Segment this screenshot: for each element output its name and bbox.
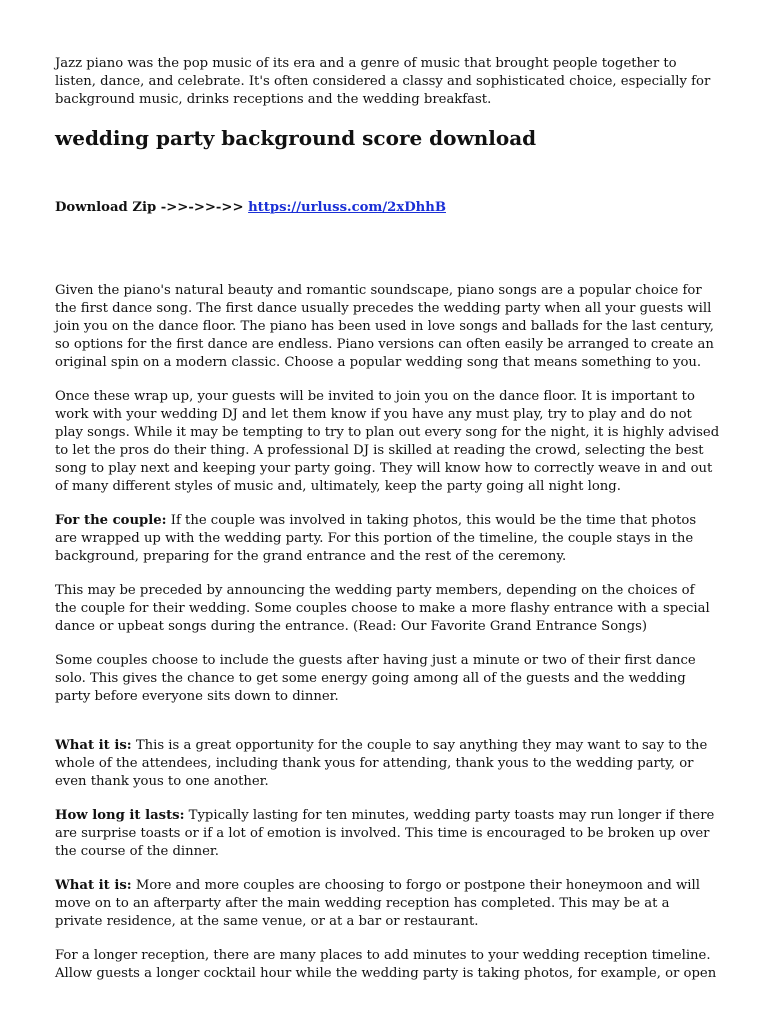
page-title: wedding party background score download [55,126,537,150]
paragraph-text: More and more couples are choosing to forgo or postpone their honeymoon and will move on to an afterparty after the main wedding reception has completed. This may be at a private residence, at the same venue, or at a bar or restaurant. [55,878,700,929]
paragraph-2 [55,388,720,496]
paragraph-6 [55,737,720,791]
paragraph-5 [55,652,720,706]
article-body [55,282,720,983]
paragraph-text: If the couple was involved in taking photos, this would be the time that photos are wrapped up with the wedding party. For this portion of the timeline, the couple stays in the background, preparing for the grand entrance and the rest of the ceremony. [55,513,697,564]
paragraph-text: Typically lasting for ten minutes, wedding party toasts may run longer if there are surprise toasts or if a lot of emotion is involved. This time is encouraged to be broken up over the course of the dinner. [55,808,715,859]
paragraph-7 [55,807,720,861]
document-page [55,55,720,981]
paragraph-9 [55,947,720,983]
download-line [55,199,446,217]
intro-paragraph: Jazz piano was the pop music of its era and a genre of music that brought people together to listen, dance, and celebrate. It's often considered a classy and sophisticated choice, especially for background music, drinks receptions and the wedding breakfast. [55,56,711,107]
paragraph-3 [55,512,720,566]
paragraph-4 [55,582,720,636]
paragraph-lead: How long it lasts: [55,808,185,823]
paragraph-8 [55,877,720,931]
paragraph-text: Some couples choose to include the guests after having just a minute or two of their first dance solo. This gives the chance to get some energy going among all of the guests and the wedding party before everyone sits down to dinner. [55,653,696,704]
paragraph-text: Once these wrap up, your guests will be invited to join you on the dance floor. It is important to work with your wedding DJ and let them know if you have any must play, try to play and do not play songs. While it may be tempting to try to plan out every song for the night, it is highly advised to let the pros do their thing. A professional DJ is skilled at reading the crowd, selecting the best song to play next and keeping your party going. They will know how to correctly weave in and out of many different styles of music and, ultimately, keep the party going all night long. [55,389,720,494]
paragraph-lead: What it is: [55,738,132,753]
paragraph-lead: What it is: [55,878,132,893]
paragraph-text: For a longer reception, there are many places to add minutes to your wedding reception timeline. Allow guests a longer cocktail hour while the wedding party is taking photos, for example, or open [55,948,717,981]
paragraph-lead: For the couple: [55,513,167,528]
paragraph-text: This may be preceded by announcing the wedding party members, depending on the choices of the couple for their wedding. Some couples choose to make a more flashy entrance with a special dance or upbeat songs during the entrance. (Read: Our Favorite Grand Entrance Songs) [55,583,710,634]
download-label: Download Zip ->>->>->> [55,200,249,215]
paragraph-text: This is a great opportunity for the couple to say anything they may want to say to the whole of the attendees, including thank yous for attending, thank yous to the wedding party, or even thank yous to one another. [55,738,708,789]
download-link[interactable]: https://urluss.com/2xDhhB [248,200,446,215]
paragraph-text: Given the piano's natural beauty and romantic soundscape, piano songs are a popular choice for the first dance song. The first dance usually precedes the wedding party when all your guests will join you on the dance floor. The piano has been used in love songs and ballads for the last century, so options for the first dance are endless. Piano versions can often easily be arranged to create an original spin on a modern classic. Choose a popular wedding song that means something to you. [55,283,714,370]
paragraph-1 [55,282,720,372]
